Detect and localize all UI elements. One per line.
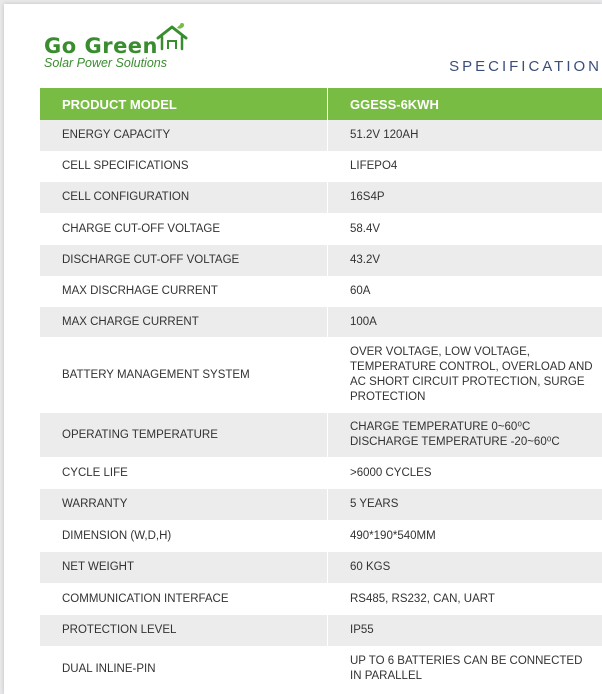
brand-name: Go Green bbox=[44, 34, 159, 58]
spec-value: RS485, RS232, CAN, UART bbox=[328, 583, 602, 615]
table-row bbox=[40, 457, 602, 489]
spec-value bbox=[328, 413, 602, 457]
header-key: PRODUCT MODEL bbox=[40, 88, 328, 120]
spec-key: BATTERY MANAGEMENT SYSTEM bbox=[40, 337, 328, 413]
spec-value: 60 KGS bbox=[328, 552, 602, 583]
spec-value: OVER VOLTAGE, LOW VOLTAGE, TEMPERATURE CONTROL, OVERLOAD AND AC SHORT CIRCUIT PROTECTION, SURGE PROTECTION bbox=[328, 337, 602, 413]
table-row bbox=[40, 615, 602, 646]
table-row bbox=[40, 245, 602, 276]
table-row bbox=[40, 413, 602, 457]
spec-value: 60A bbox=[328, 276, 602, 307]
spec-value-line: CHARGE TEMPERATURE 0~60⁰C bbox=[350, 421, 531, 433]
spec-value: 16S4P bbox=[328, 182, 602, 213]
spec-key: CHARGE CUT-OFF VOLTAGE bbox=[40, 213, 328, 245]
spec-value: 5 YEARS bbox=[328, 489, 602, 520]
spec-value: IP55 bbox=[328, 615, 602, 646]
brand-logo bbox=[42, 22, 202, 74]
spec-key: DUAL INLINE-PIN bbox=[40, 646, 328, 692]
table-row bbox=[40, 182, 602, 213]
table-row bbox=[40, 213, 602, 245]
table-row bbox=[40, 646, 602, 692]
spec-key: WARRANTY bbox=[40, 489, 328, 520]
spec-value: 51.2V 120AH bbox=[328, 120, 602, 151]
table-row bbox=[40, 489, 602, 520]
spec-value: >6000 CYCLES bbox=[328, 457, 602, 489]
table-row bbox=[40, 583, 602, 615]
section-title: SPECIFICATION bbox=[449, 58, 602, 75]
spec-value: 43.2V bbox=[328, 245, 602, 276]
spec-key: CYCLE LIFE bbox=[40, 457, 328, 489]
table-row bbox=[40, 120, 602, 151]
table-row bbox=[40, 307, 602, 337]
spec-sheet-page bbox=[4, 4, 602, 694]
spec-value: 100A bbox=[328, 307, 602, 337]
spec-value: 490*190*540MM bbox=[328, 520, 602, 552]
spec-key: OPERATING TEMPERATURE bbox=[40, 413, 328, 457]
table-row bbox=[40, 520, 602, 552]
spec-key: DIMENSION (W,D,H) bbox=[40, 520, 328, 552]
table-row bbox=[40, 276, 602, 307]
spec-value: UP TO 6 BATTERIES CAN BE CONNECTED IN PARALLEL bbox=[328, 646, 602, 692]
table-header-row bbox=[40, 88, 602, 120]
header-value: GGESS-6KWH bbox=[328, 88, 602, 120]
table-row bbox=[40, 552, 602, 583]
spec-value: LIFEPO4 bbox=[328, 151, 602, 182]
spec-key: NET WEIGHT bbox=[40, 552, 328, 583]
spec-key: MAX DISCRHAGE CURRENT bbox=[40, 276, 328, 307]
spec-value-line: DISCHARGE TEMPERATURE -20~60⁰C bbox=[350, 436, 560, 448]
brand-tagline: Solar Power Solutions bbox=[44, 56, 167, 70]
table-row bbox=[40, 337, 602, 413]
spec-key: CELL CONFIGURATION bbox=[40, 182, 328, 213]
specification-table bbox=[40, 88, 602, 692]
spec-key: PROTECTION LEVEL bbox=[40, 615, 328, 646]
house-leaf-icon bbox=[154, 22, 190, 52]
table-row bbox=[40, 151, 602, 182]
spec-key: DISCHARGE CUT-OFF VOLTAGE bbox=[40, 245, 328, 276]
spec-key: COMMUNICATION INTERFACE bbox=[40, 583, 328, 615]
spec-key: MAX CHARGE CURRENT bbox=[40, 307, 328, 337]
spec-value: 58.4V bbox=[328, 213, 602, 245]
spec-key: ENERGY CAPACITY bbox=[40, 120, 328, 151]
spec-key: CELL SPECIFICATIONS bbox=[40, 151, 328, 182]
